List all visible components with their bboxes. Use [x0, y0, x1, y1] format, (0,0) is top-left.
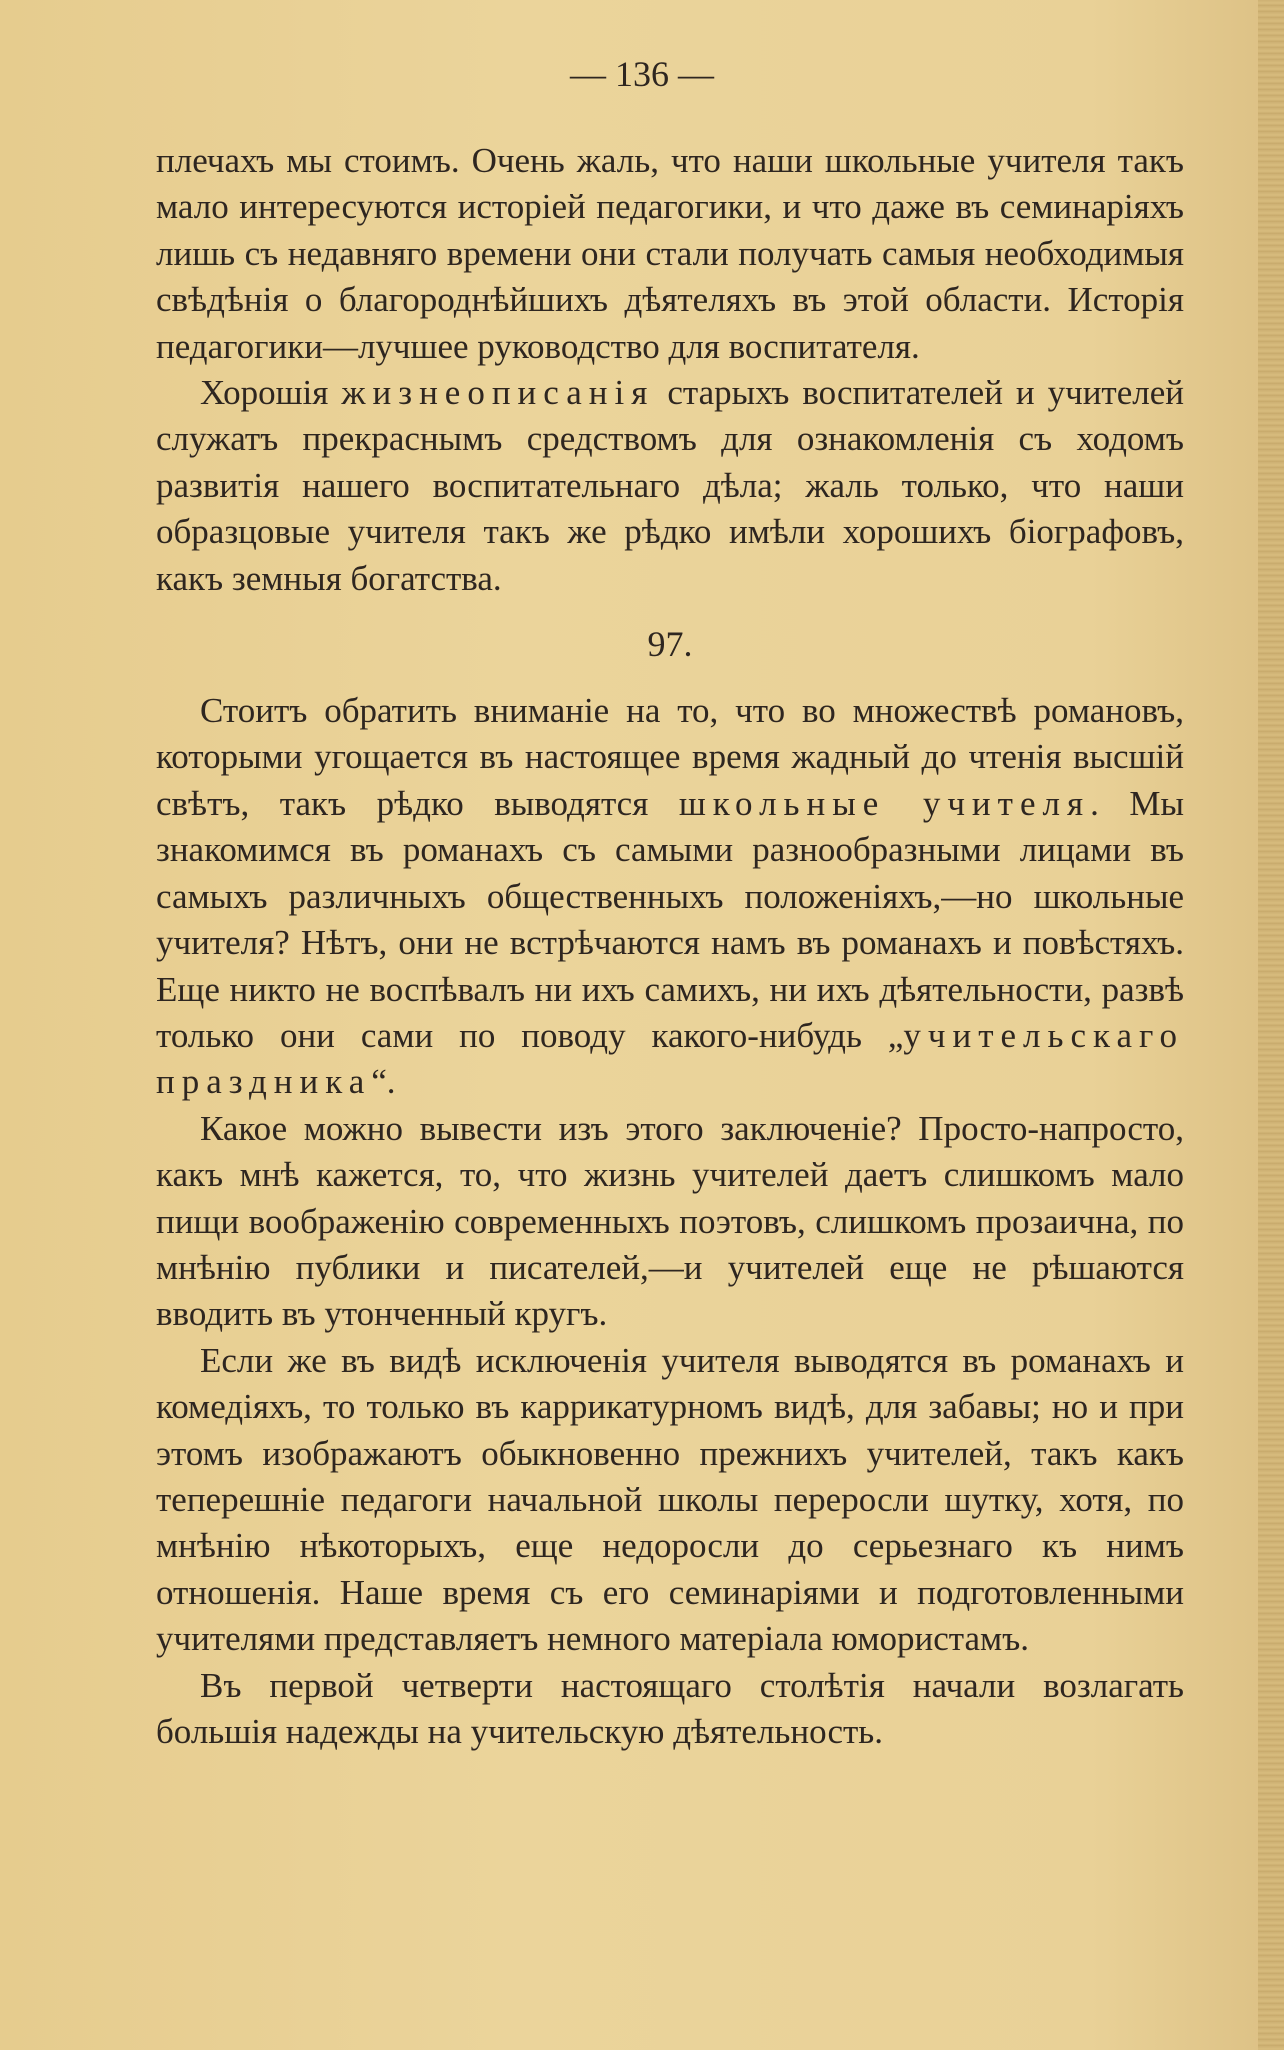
text-run: Если же въ видѣ исключенія учителя выводятся въ романахъ и комедіяхъ, то только въ каррикатурномъ видѣ, для забавы; но и при этомъ изображаютъ обыкновенно прежнихъ учителей, такъ какъ теперешніе педагоги начальной школы переросли шутку, хотя, по мнѣнію нѣкоторыхъ, еще недоросли до серьезнаго къ нимъ отношенія. Наше время съ его семинаріями и подготовленными учителями представляетъ немного матеріала юмористамъ.	[156, 1340, 1184, 1659]
paragraph	[156, 688, 1184, 1106]
page-edge	[1258, 0, 1284, 2050]
text-after-section	[156, 688, 1184, 1755]
spaced-emphasis: учительскаго праздника	[156, 1015, 1184, 1102]
paragraph	[156, 370, 1184, 602]
page-body	[156, 138, 1184, 1755]
text-run: Хорошія	[200, 373, 342, 413]
spaced-emphasis: школьные учителя	[678, 783, 1091, 823]
paragraph	[156, 1663, 1184, 1756]
text-run: плечахъ мы стоимъ. Очень жаль, что наши школьные учителя такъ мало интересуются исторіей педагогики, и что даже въ семинаріяхъ лишь съ недавняго времени они стали получать самыя необходимыя свѣдѣнія о благороднѣйшихъ дѣятеляхъ въ этой области. Исторія педагогики—лучшее руководство для воспитателя.	[156, 141, 1184, 366]
text-run: “.	[371, 1062, 396, 1102]
paragraph	[156, 1106, 1184, 1338]
section-number: 97.	[647, 624, 693, 665]
text-run: . Мы знакомимся въ романахъ съ самыми разнообразными лицами въ самыхъ различныхъ общественныхъ положеніяхъ,—но школьные учителя? Нѣтъ, они не встрѣчаются намъ въ романахъ и повѣстяхъ. Еще никто не воспѣвалъ ни ихъ самихъ, ни ихъ дѣятельности, развѣ только они сами по поводу какого-нибудь „	[156, 783, 1184, 1055]
text-run: Стоитъ обратить вниманіе на то, что во множествѣ романовъ, которыми угощается въ настоящее время жадный до чтенія высшій свѣтъ, такъ рѣдко выводятся	[156, 691, 1184, 823]
text-run: Въ первой четверти настоящаго столѣтія начали возлагать большія надежды на учительскую дѣятельность.	[156, 1665, 1184, 1751]
paragraph	[156, 138, 1184, 370]
paragraph	[156, 1338, 1184, 1663]
text-before-section	[156, 138, 1184, 602]
text-run: старыхъ воспитателей и учителей служатъ прекраснымъ средствомъ для ознакомленія съ ходомъ развитія нашего воспитательнаго дѣла; жаль только, что наши образцовые учителя такъ же рѣдко имѣли хорошихъ біографовъ, какъ земныя богатства.	[156, 373, 1184, 598]
spaced-emphasis: жизнеописанія	[341, 373, 655, 413]
text-run: Какое можно вывести изъ этого заключеніе? Просто-напросто, какъ мнѣ кажется, то, что жизнь учителей даетъ слишкомъ мало пищи воображенію современныхъ поэтовъ, слишкомъ прозаична, по мнѣнію публики и писателей,—и учителей еще не рѣшаются вводить въ утонченный кругъ.	[156, 1108, 1184, 1334]
page-number: — 136 —	[570, 54, 714, 94]
